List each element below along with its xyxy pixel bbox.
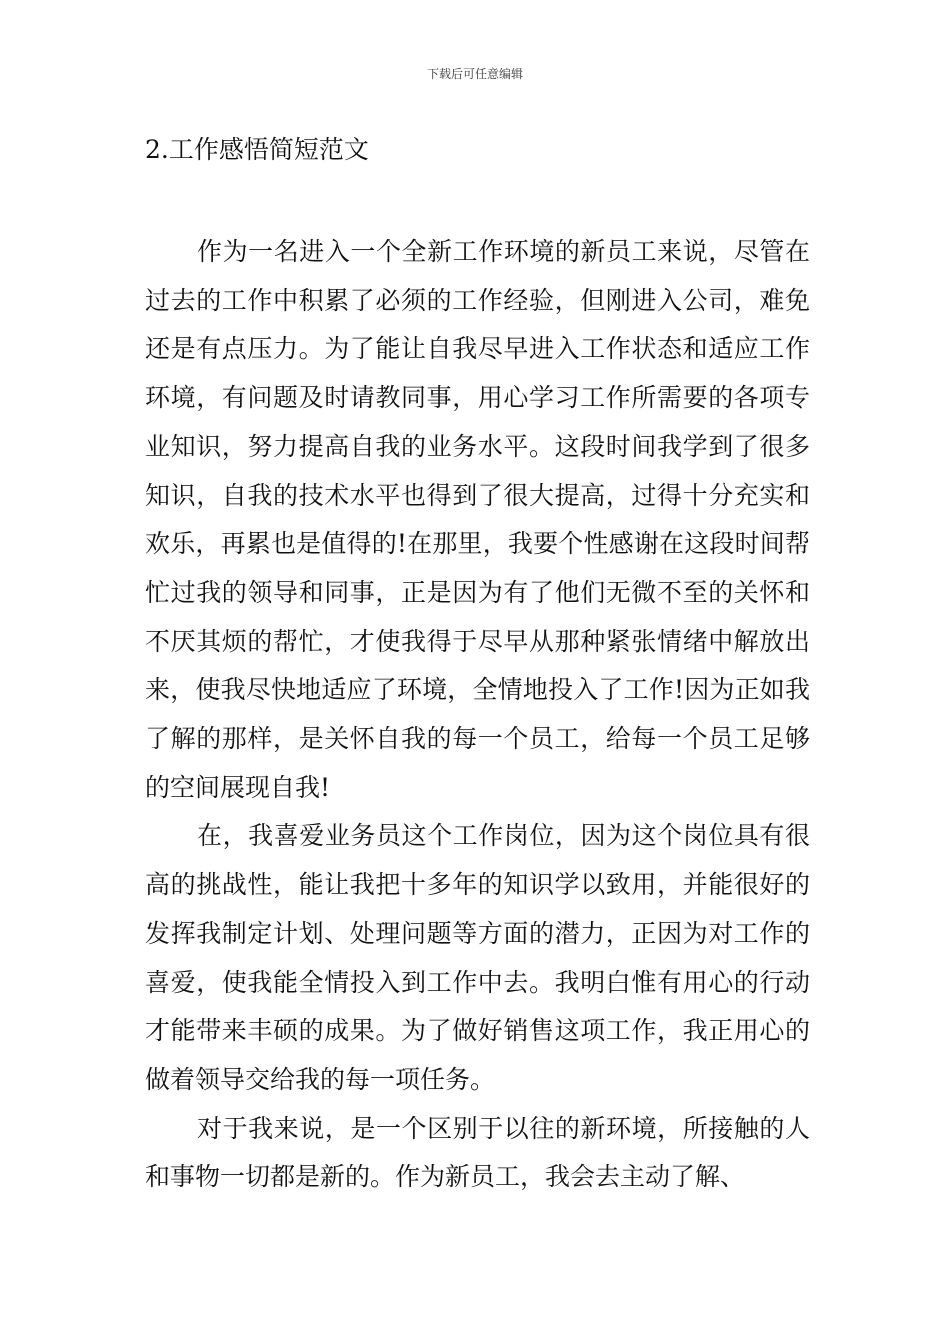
document-body bbox=[145, 228, 810, 1202]
header-note: 下载后可任意编辑 bbox=[426, 67, 523, 81]
document-title: 2.工作感悟简短范文 bbox=[145, 135, 369, 164]
paragraph-2: 在，我喜爱业务员这个工作岗位，因为这个岗位具有很高的挑战性，能让我把十多年的知识学以致用，并能很好的发挥我制定计划、处理问题等方面的潜力，正因为对工作的喜爱，使我能全情投入到工作中去。我明白惟有用心的行动才能带来丰硕的成果。为了做好销售这项工作，我正用心的做着领导交给我的每一项任务。 bbox=[145, 821, 810, 1094]
paragraph-1: 作为一名进入一个全新工作环境的新员工来说，尽管在过去的工作中积累了必须的工作经验，但刚进入公司，难免还是有点压力。为了能让自我尽早进入工作状态和适应工作环境，有问题及时请教同事，用心学习工作所需要的各项专业知识，努力提高自我的业务水平。这段时间我学到了很多知识，自我的技术水平也得到了很大提高，过得十分充实和欢乐，再累也是值得的!在那里，我要个性感谢在这段时间帮忙过我的领导和同事，正是因为有了他们无微不至的关怀和不厌其烦的帮忙，才使我得于尽早从那种紧张情绪中解放出来，使我尽快地适应了环境，全情地投入了工作!因为正如我了解的那样，是关怀自我的每一个员工，给每一个员工足够的空间展现自我! bbox=[145, 237, 810, 802]
paragraph-3: 对于我来说，是一个区别于以往的新环境，所接触的人和事物一切都是新的。作为新员工，我会去主动了解、 bbox=[145, 1113, 810, 1192]
